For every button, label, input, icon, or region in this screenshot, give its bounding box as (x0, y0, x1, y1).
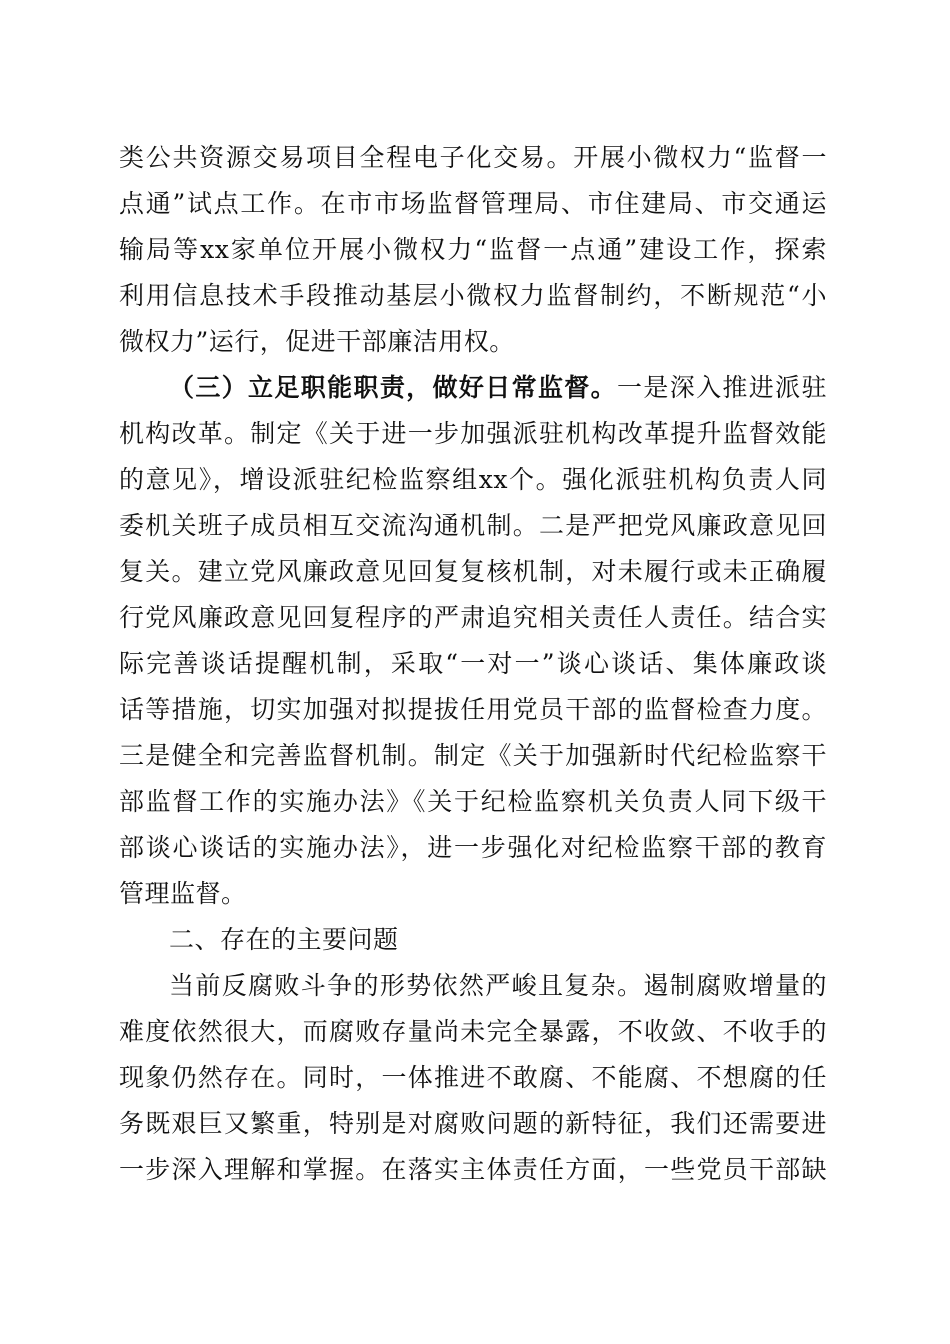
paragraph-3-line-5: 一步深入理解和掌握。在落实主体责任方面，一些党员干部缺 (119, 1155, 827, 1184)
paragraph-3-line-4: 务既艰巨又繁重，特别是对腐败问题的新特征，我们还需要进 (119, 1109, 827, 1138)
paragraph-1-line-1: 类公共资源交易项目全程电子化交易。开展小微权力“监督一 (119, 143, 827, 172)
section-heading: 二、存在的主要问题 (169, 925, 399, 954)
paragraph-2-line-1-text: 一是深入推进派驻 (617, 373, 827, 402)
paragraph-2-line-1 (169, 366, 827, 410)
paragraph-2-line-5: 复关。建立党风廉政意见回复复核机制，对未履行或未正确履 (119, 557, 827, 586)
paragraph-2-line-10: 部监督工作的实施办法》《关于纪检监察机关负责人同下级干 (119, 787, 827, 816)
paragraph-2-line-9: 三是健全和完善监督机制。制定《关于加强新时代纪检监察干 (119, 741, 827, 770)
paragraph-2-line-6: 行党风廉政意见回复程序的严肃追究相关责任人责任。结合实 (119, 603, 827, 632)
paragraph-3-line-2: 难度依然很大，而腐败存量尚未完全暴露，不收敛、不收手的 (119, 1017, 827, 1046)
paragraph-3-line-3: 现象仍然存在。同时，一体推进不敢腐、不能腐、不想腐的任 (119, 1063, 827, 1092)
paragraph-2-line-7: 际完善谈话提醒机制，采取“一对一”谈心谈话、集体廉政谈 (119, 649, 827, 678)
paragraph-2-line-11: 部谈心谈话的实施办法》，进一步强化对纪检监察干部的教育 (119, 833, 827, 862)
paragraph-2-line-2: 机构改革。制定《关于进一步加强派驻机构改革提升监督效能 (119, 419, 827, 448)
paragraph-1-line-4: 利用信息技术手段推动基层小微权力监督制约，不断规范“小 (119, 281, 827, 310)
paragraph-2-line-12: 管理监督。 (119, 879, 247, 908)
paragraph-3-line-1: 当前反腐败斗争的形势依然严峻且复杂。遏制腐败增量的 (169, 971, 827, 1000)
paragraph-1-line-2: 点通”试点工作。在市市场监督管理局、市住建局、市交通运 (119, 189, 827, 218)
paragraph-2-line-4: 委机关班子成员相互交流沟通机制。二是严把党风廉政意见回 (119, 511, 827, 540)
paragraph-2-line-3: 的意见》，增设派驻纪检监察组xx个。强化派驻机构负责人同 (119, 465, 827, 494)
paragraph-1-line-5: 微权力”运行，促进干部廉洁用权。 (119, 327, 515, 356)
paragraph-2-line-8: 话等措施，切实加强对拟提拔任用党员干部的监督检查力度。 (119, 695, 827, 724)
paragraph-1-line-3: 输局等xx家单位开展小微权力“监督一点通”建设工作，探索 (119, 235, 827, 264)
paragraph-2-subheading: （三）立足职能职责，做好日常监督。 (169, 373, 618, 402)
